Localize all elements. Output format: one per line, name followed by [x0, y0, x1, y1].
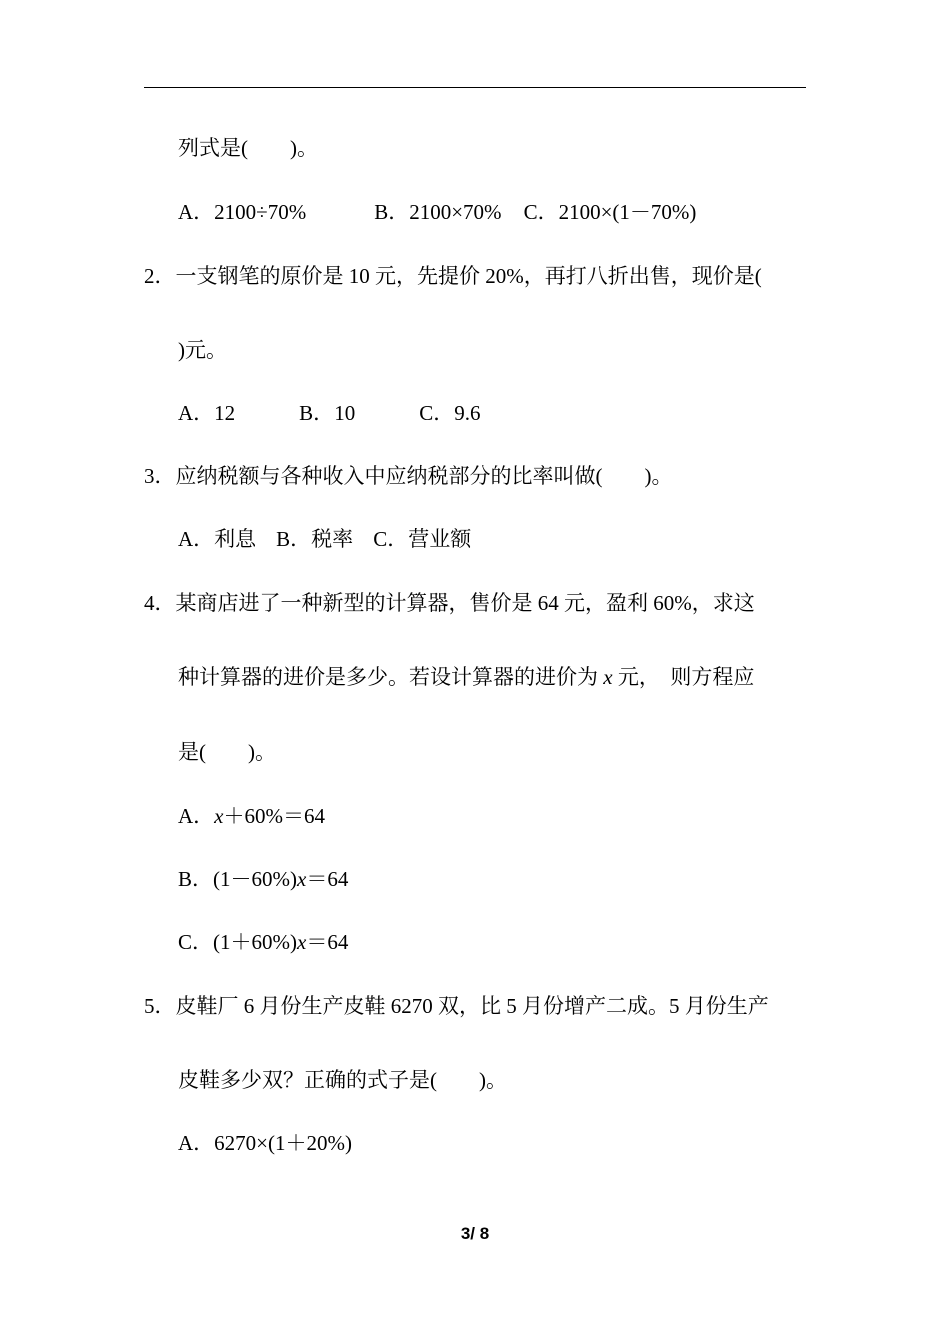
page-number: 3/ 8	[460, 1224, 490, 1243]
q2-option-c: C．9.6	[419, 401, 481, 425]
q1-continuation-text: 列式是( )。	[178, 136, 318, 160]
q4-stem-line2: 种计算器的进价是多少。若设计算器的进价为 x 元， 则方程应	[178, 665, 755, 689]
q5-text-line2: 皮鞋多少双？正确的式子是( )。	[178, 1068, 507, 1092]
q4-stem-line1	[144, 589, 755, 617]
q5-option-a: A．6270×(1＋20%)	[178, 1131, 352, 1155]
q5-stem-line2	[178, 1066, 507, 1094]
q2-option-a: A．12	[178, 401, 236, 425]
q1-option-c: C．2100×(1－70%)	[523, 200, 697, 224]
q3-option-b: B．税率	[276, 527, 354, 551]
q4-variable: x	[603, 665, 613, 689]
q2-number: 2．	[144, 264, 176, 288]
q4-option-a: A．x＋60%＝64	[178, 804, 325, 828]
q2-stem-line2	[178, 336, 227, 364]
q3-number: 3．	[144, 464, 176, 488]
q2-option-b: B．10	[299, 401, 356, 425]
q4-text-line1: 某商店进了一种新型的计算器，售价是 64 元，盈利 60%，求这	[175, 591, 755, 615]
q1-option-b: B．2100×70%	[374, 200, 502, 224]
q1-options	[178, 198, 696, 226]
q5-text-line1: 皮鞋厂 6 月份生产皮鞋 6270 双，比 5 月份增产二成。5 月份生产	[175, 994, 769, 1018]
q2-text-line1: 一支钢笔的原价是 10 元，先提价 20%，再打八折出售，现价是(	[175, 264, 762, 288]
header-rule	[144, 87, 806, 88]
q3-option-a: A．利息	[178, 527, 257, 551]
q5-number: 5．	[144, 994, 176, 1018]
q3-option-c: C．营业额	[373, 527, 472, 551]
q4-option-b: B．(1－60%)x＝64	[178, 867, 349, 891]
q2-stem-line1	[144, 262, 762, 290]
q4-text-line3: 是( )。	[178, 740, 276, 764]
q3-stem	[144, 462, 672, 490]
q1-option-a: A．2100÷70%	[178, 200, 307, 224]
q3-text: 应纳税额与各种收入中应纳税部分的比率叫做( )。	[175, 464, 673, 488]
q4-number: 4．	[144, 591, 176, 615]
q2-text-line2: )元。	[178, 338, 227, 362]
q2-options	[178, 399, 480, 427]
q3-options	[178, 525, 471, 553]
q4-option-c: C．(1＋60%)x＝64	[178, 930, 349, 954]
q1-continuation	[178, 134, 318, 162]
q5-stem-line1	[144, 992, 769, 1020]
q4-stem-line3	[178, 738, 276, 766]
